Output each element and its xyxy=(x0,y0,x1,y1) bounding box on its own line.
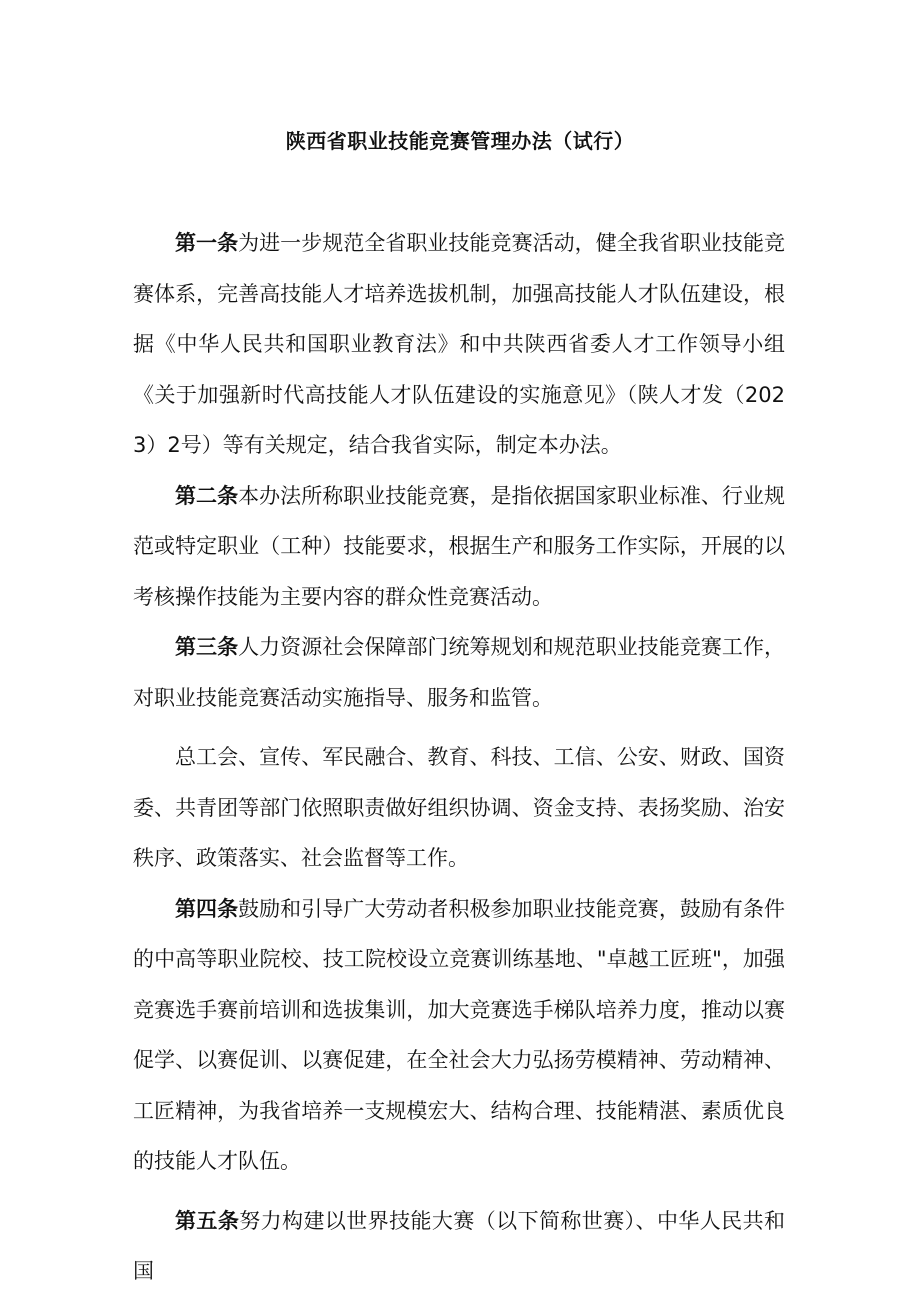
document-body xyxy=(133,218,785,1297)
article-text: 努力构建以世界技能大赛（以下简称世赛）、中华人民共和国 xyxy=(133,1208,785,1283)
article-paragraph-1 xyxy=(133,218,785,471)
article-text: 本办法所称职业技能竞赛，是指依据国家职业标准、行业规范或特定职业（工种）技能要求，根据生产和服务工作实际，开展的以考核操作技能为主要内容的群众性竞赛活动。 xyxy=(133,483,785,609)
article-paragraph-2 xyxy=(133,471,785,623)
article-number: 第三条 xyxy=(175,635,239,659)
article-paragraph-5 xyxy=(133,1196,785,1297)
article-paragraph-3-continued xyxy=(133,732,785,884)
article-text: 鼓励和引导广大劳动者积极参加职业技能竞赛，鼓励有条件的中高等职业院校、技工院校设立竞赛训练基地、"卓越工匠班"，加强竞赛选手赛前培训和选拔集训，加大竞赛选手梯队培养力度，推动以赛促学、以赛促训、以赛促建，在全社会大力弘扬劳模精神、劳动精神、工匠精神，为我省培养一支规模宏大、结构合理、技能精湛、素质优良的技能人才队伍。 xyxy=(133,896,785,1173)
article-paragraph-3 xyxy=(133,622,785,723)
article-paragraph-4 xyxy=(133,884,785,1187)
article-text: 人力资源社会保障部门统筹规划和规范职业技能竞赛工作，对职业技能竞赛活动实施指导、服务和监管。 xyxy=(133,635,785,710)
document-title: 陕西省职业技能竞赛管理办法（试行） xyxy=(285,129,635,153)
article-text: 总工会、宣传、军民融合、教育、科技、工信、公安、财政、国资委、共青团等部门依照职责做好组织协调、资金支持、表扬奖励、治安秩序、政策落实、社会监督等工作。 xyxy=(133,745,785,870)
article-number: 第五条 xyxy=(175,1208,240,1233)
article-text: 为进一步规范全省职业技能竞赛活动，健全我省职业技能竞赛体系，完善高技能人才培养选拔机制，加强高技能人才队伍建设，根据《中华人民共和国职业教育法》和中共陕西省委人才工作领导小组《关于加强新时代高技能人才队伍建设的实施意见》（陕人才发（2023）2号）等有关规定，结合我省实际，制定本办法。 xyxy=(133,231,785,457)
article-number: 第一条 xyxy=(175,231,239,255)
article-number: 第四条 xyxy=(175,896,239,921)
article-number: 第二条 xyxy=(175,483,239,508)
